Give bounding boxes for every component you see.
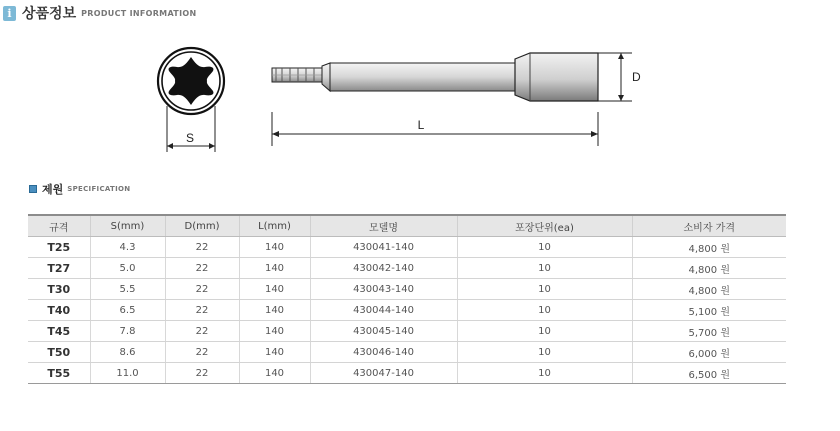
label-s: S <box>185 131 195 145</box>
spec-title: 제원 <box>42 183 64 196</box>
cell-package: 10 <box>457 342 632 363</box>
cell-s: 5.5 <box>90 279 165 300</box>
label-d: D <box>632 70 641 84</box>
header-title: 상품정보 <box>22 6 77 22</box>
cell-l: 140 <box>239 237 310 258</box>
cell-size: T30 <box>28 279 90 300</box>
cell-s: 5.0 <box>90 258 165 279</box>
cell-price: 4,800 원 <box>632 279 786 300</box>
cell-price: 6,500 원 <box>632 363 786 384</box>
square-bullet-icon <box>29 185 37 193</box>
cell-size: T40 <box>28 300 90 321</box>
label-l: L <box>417 118 425 132</box>
cell-s: 6.5 <box>90 300 165 321</box>
cell-d: 22 <box>165 300 239 321</box>
table-row <box>28 300 786 321</box>
cell-d: 22 <box>165 363 239 384</box>
cell-d: 22 <box>165 279 239 300</box>
cell-size: T25 <box>28 237 90 258</box>
spec-subtitle: SPECIFICATION <box>67 185 131 193</box>
cell-price: 5,700 원 <box>632 321 786 342</box>
cell-price: 5,100 원 <box>632 300 786 321</box>
cell-package: 10 <box>457 237 632 258</box>
cell-price: 4,800 원 <box>632 258 786 279</box>
cell-package: 10 <box>457 363 632 384</box>
cell-model: 430043-140 <box>310 279 457 300</box>
cell-model: 430041-140 <box>310 237 457 258</box>
side-view <box>272 53 598 101</box>
table-row <box>28 258 786 279</box>
cell-size: T45 <box>28 321 90 342</box>
cell-package: 10 <box>457 279 632 300</box>
col-header-package: 포장단위(ea) <box>457 215 632 237</box>
socket-body <box>515 53 598 101</box>
specification-header <box>29 181 130 197</box>
table-row <box>28 279 786 300</box>
cell-l: 140 <box>239 321 310 342</box>
cell-s: 11.0 <box>90 363 165 384</box>
cell-model: 430045-140 <box>310 321 457 342</box>
cell-d: 22 <box>165 258 239 279</box>
cell-l: 140 <box>239 300 310 321</box>
table-row <box>28 321 786 342</box>
cell-l: 140 <box>239 363 310 384</box>
tip-taper <box>322 63 330 91</box>
cell-model: 430047-140 <box>310 363 457 384</box>
cell-s: 8.6 <box>90 342 165 363</box>
cell-l: 140 <box>239 258 310 279</box>
cell-size: T55 <box>28 363 90 384</box>
cell-model: 430046-140 <box>310 342 457 363</box>
cell-d: 22 <box>165 342 239 363</box>
product-diagram <box>0 0 840 180</box>
cell-model: 430044-140 <box>310 300 457 321</box>
col-header-price: 소비자 가격 <box>632 215 786 237</box>
cell-l: 140 <box>239 279 310 300</box>
cell-s: 7.8 <box>90 321 165 342</box>
header-subtitle: PRODUCT INFORMATION <box>81 8 197 18</box>
col-header-model: 모델명 <box>310 215 457 237</box>
table-row <box>28 363 786 384</box>
cell-size: T50 <box>28 342 90 363</box>
col-header-s: S(mm) <box>90 215 165 237</box>
info-icon: i <box>3 6 16 21</box>
cell-d: 22 <box>165 321 239 342</box>
spec-table <box>28 214 786 384</box>
cell-price: 4,800 원 <box>632 237 786 258</box>
cell-model: 430042-140 <box>310 258 457 279</box>
cell-size: T27 <box>28 258 90 279</box>
table-row <box>28 342 786 363</box>
table-header-row <box>28 215 786 237</box>
table-row <box>28 237 786 258</box>
col-header-d: D(mm) <box>165 215 239 237</box>
col-header-size: 규격 <box>28 215 90 237</box>
cell-package: 10 <box>457 258 632 279</box>
cell-d: 22 <box>165 237 239 258</box>
shaft <box>330 63 515 91</box>
col-header-l: L(mm) <box>239 215 310 237</box>
cell-s: 4.3 <box>90 237 165 258</box>
cell-package: 10 <box>457 321 632 342</box>
cell-package: 10 <box>457 300 632 321</box>
cell-price: 6,000 원 <box>632 342 786 363</box>
cell-l: 140 <box>239 342 310 363</box>
